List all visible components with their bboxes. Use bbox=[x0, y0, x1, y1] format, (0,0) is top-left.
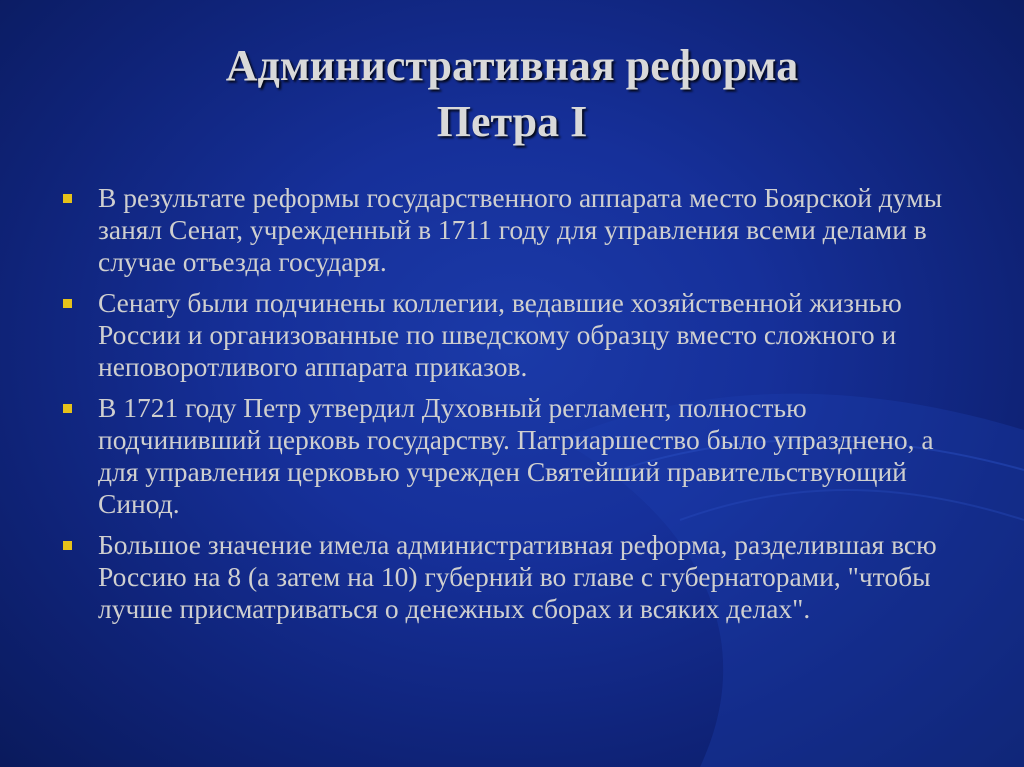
bullet-item bbox=[60, 287, 970, 383]
bullet-text: В результате реформы государственного аппарата место Боярской думы занял Сенат, учрежденный в 1711 году для управления всеми делами в случае отъезда государя. bbox=[98, 182, 943, 277]
square-bullet-icon bbox=[63, 404, 72, 413]
square-bullet-icon bbox=[63, 299, 72, 308]
bullet-item bbox=[60, 392, 970, 520]
bullet-list bbox=[60, 182, 970, 634]
bullet-item bbox=[60, 529, 970, 625]
bullet-text: Большое значение имела административная реформа, разделившая всю Россию на 8 (а затем на 10) губерний во главе с губернаторами, "чтобы лучше присматриваться о денежных сборах и всяких делах". bbox=[98, 529, 937, 624]
title-line-1: Административная реформа bbox=[225, 41, 799, 90]
square-bullet-icon bbox=[63, 194, 72, 203]
bullet-text: В 1721 году Петр утвердил Духовный регламент, полностью подчинивший церковь государству. Патриаршество было упразднено, а для управления церковью учрежден Святейший правительствующий Синод. bbox=[98, 392, 934, 519]
bullet-item bbox=[60, 182, 970, 278]
square-bullet-icon bbox=[63, 541, 72, 550]
title-line-2: Петра I bbox=[436, 97, 588, 146]
slide-title bbox=[80, 38, 944, 150]
bullet-text: Сенату были подчинены коллегии, ведавшие хозяйственной жизнью России и организованные по шведскому образцу вместо сложного и неповоротливого аппарата приказов. bbox=[98, 287, 902, 382]
